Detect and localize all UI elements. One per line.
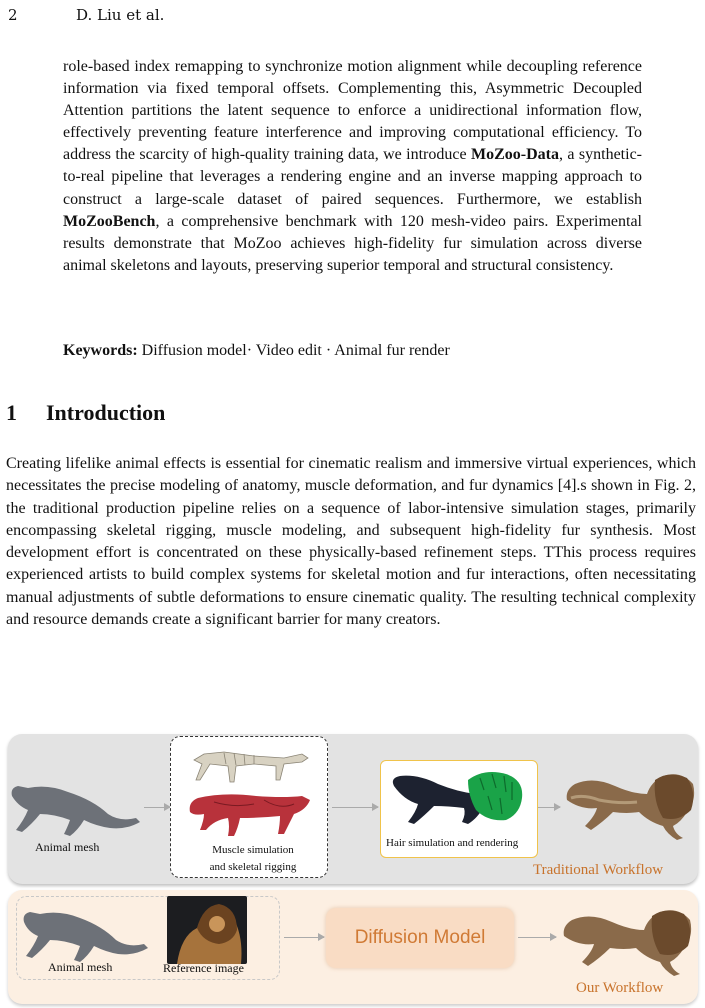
our-mesh-label: Animal mesh <box>48 960 113 974</box>
reference-image-label: Reference image <box>163 961 244 975</box>
introduction-paragraph: Creating lifelike animal effects is essential for cinematic realism and immersive virtual experiences, which necessitates the precise modeling of anatomy, muscle deformation, and fur dynamics [4].s shown in Fig. 2, the traditional production pipeline relies on a sequence of labor-intensive simulation stages, primarily encompassing skeletal rigging, muscle modeling, and subsequent high-fidelity fur synthesis. Most development effort is concentrated on these physically-based refinement steps. TThis process requires experienced artists to build complex systems for skeletal motion and fur interactions, often necessitating manual adjustments of subtle deformations to ensure cinematic quality. The resulting technical complexity and resource demands create a significant barrier for many creators. <box>6 455 696 629</box>
section-heading <box>6 400 165 426</box>
page-number: 2 <box>8 6 18 24</box>
hair-label: Hair simulation and rendering <box>386 837 519 849</box>
running-authors: D. Liu et al. <box>76 6 165 24</box>
our-workflow-label: Our Workflow <box>576 980 664 996</box>
keywords <box>63 340 642 362</box>
arrow-4 <box>284 937 324 938</box>
workflow-figure <box>8 734 698 1006</box>
keywords-text: Diffusion model· Video edit · Animal fur render <box>141 342 450 359</box>
abstract-continuation <box>63 56 642 277</box>
section-number: 1 <box>6 400 17 425</box>
section-title: Introduction <box>46 400 166 425</box>
mozoo-data-term: MoZoo-Data <box>471 146 559 164</box>
abstract-text-1: role-based index remapping to synchronize motion alignment while decoupling reference information via fixed temporal offsets. Complementing this, Asymmetric Decoupled Attention partitions the latent sequence to enforce a unidirectional information flow, effectively preventing feature interference and improving computational efficiency. To address the scarcity of high-quality training data, we introduce <box>63 58 642 164</box>
arrow-5 <box>518 937 556 938</box>
muscle-label <box>198 842 308 876</box>
traditional-workflow-label: Traditional Workflow <box>533 862 664 878</box>
trad-mesh-label: Animal mesh <box>35 840 100 854</box>
our-animal-mesh-image <box>20 904 150 966</box>
arrow-3 <box>538 807 560 808</box>
abstract-text-2: , a synthetic-to-real pipeline that leverages a rendering engine and an inverse mapping approach to construct a large-scale dataset of paired sequences. Furthermore, we establish <box>63 146 642 208</box>
muscle-label-line1: Muscle simulation <box>212 844 294 856</box>
muscle-image <box>184 786 316 838</box>
mozoobench-term: MoZooBench <box>63 212 156 230</box>
diffusion-model-box: Diffusion Model <box>326 908 514 968</box>
animal-mesh-image <box>8 774 143 842</box>
reference-image <box>167 896 247 964</box>
rendered-lion-image <box>563 760 698 844</box>
arrow-1 <box>144 807 170 808</box>
keywords-label: Keywords: <box>63 342 138 359</box>
abstract-text-3: , a comprehensive benchmark with 120 mesh-video pairs. Experimental results demonstrate that MoZoo achieves high-fidelity fur simulation across diverse animal skeletons and layouts, preserving superior temporal and structural consistency. <box>63 212 642 274</box>
our-rendered-lion-image <box>560 898 695 978</box>
arrow-2 <box>332 807 378 808</box>
muscle-label-line2: and skeletal rigging <box>209 861 297 873</box>
skeleton-image <box>184 740 316 786</box>
page-header <box>8 6 698 26</box>
hair-simulation-image <box>388 766 530 834</box>
